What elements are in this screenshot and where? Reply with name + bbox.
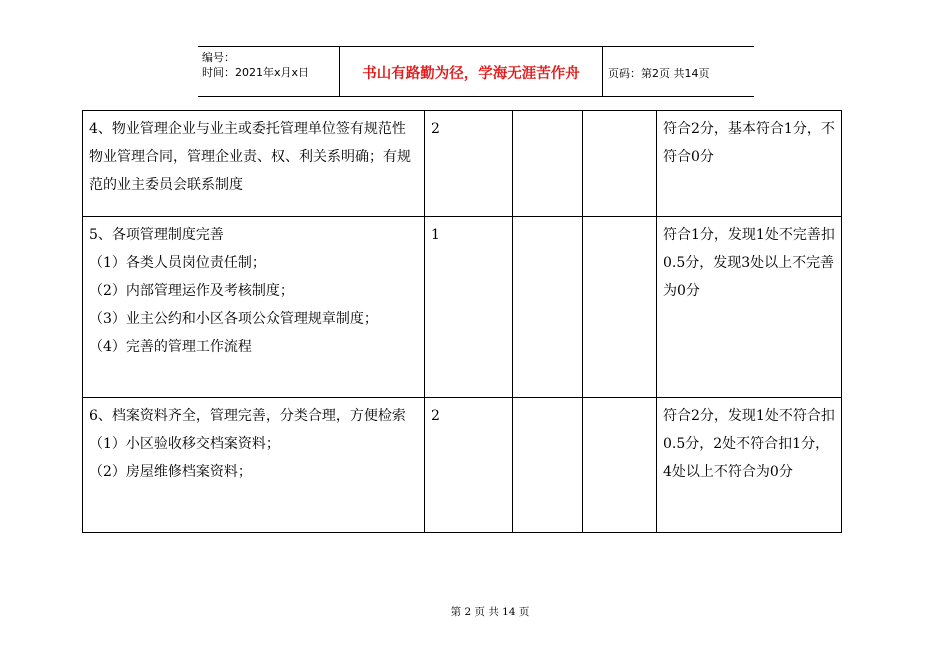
item-subtext: （1）各类人员岗位责任制； [89, 255, 266, 271]
header-page-code: 页码：第2页 共14页 [608, 67, 710, 80]
criteria-cell: 符合1分，发现1处不完善扣0.5分，发现3处以上不完善为0分 [657, 217, 842, 398]
header-bottom-rule [198, 96, 754, 97]
header-number-label: 编号： [202, 51, 235, 64]
blank-cell [583, 111, 657, 217]
item-cell [83, 111, 425, 217]
blank-cell [583, 398, 657, 533]
table-row [83, 217, 842, 398]
blank-cell [513, 217, 583, 398]
assessment-table [82, 110, 842, 533]
item-cell [83, 217, 425, 398]
item-subtext: （4）完善的管理工作流程 [89, 339, 252, 355]
header-time-label: 时间：2021年x月x日 [202, 66, 310, 79]
criteria-cell: 符合2分，发现1处不符合扣0.5分，2处不符合扣1分，4处以上不符合为0分 [657, 398, 842, 533]
blank-cell [513, 111, 583, 217]
item-cell [83, 398, 425, 533]
item-text: 4、物业管理企业与业主或委托管理单位签有规范性物业管理合同，管理企业责、权、利关系明确；有规范的业主委员会联系制度 [89, 121, 411, 193]
header-divider-right [602, 46, 603, 97]
item-text: 6、档案资料齐全，管理完善，分类合理，方便检索 [89, 408, 406, 424]
item-subtext: （1）小区验收移交档案资料； [89, 436, 280, 452]
score-cell: 1 [425, 217, 513, 398]
score-cell: 2 [425, 398, 513, 533]
item-subtext: （2）房屋维修档案资料； [89, 464, 252, 480]
score-cell: 2 [425, 111, 513, 217]
item-subtext: （2）内部管理运作及考核制度； [89, 283, 294, 299]
page-header [198, 46, 754, 97]
blank-cell [583, 217, 657, 398]
table-row [83, 398, 842, 533]
header-top-rule [198, 46, 754, 47]
header-meta [202, 50, 309, 80]
item-subtext: （3）业主公约和小区各项公众管理规章制度； [89, 311, 378, 327]
item-text: 5、各项管理制度完善 [89, 227, 224, 243]
header-motto: 书山有路勤为径，学海无涯苦作舟 [362, 66, 580, 82]
page-footer: 第 2 页 共 14 页 [450, 606, 530, 618]
table-row [83, 111, 842, 217]
blank-cell [513, 398, 583, 533]
criteria-cell: 符合2分，基本符合1分，不符合0分 [657, 111, 842, 217]
